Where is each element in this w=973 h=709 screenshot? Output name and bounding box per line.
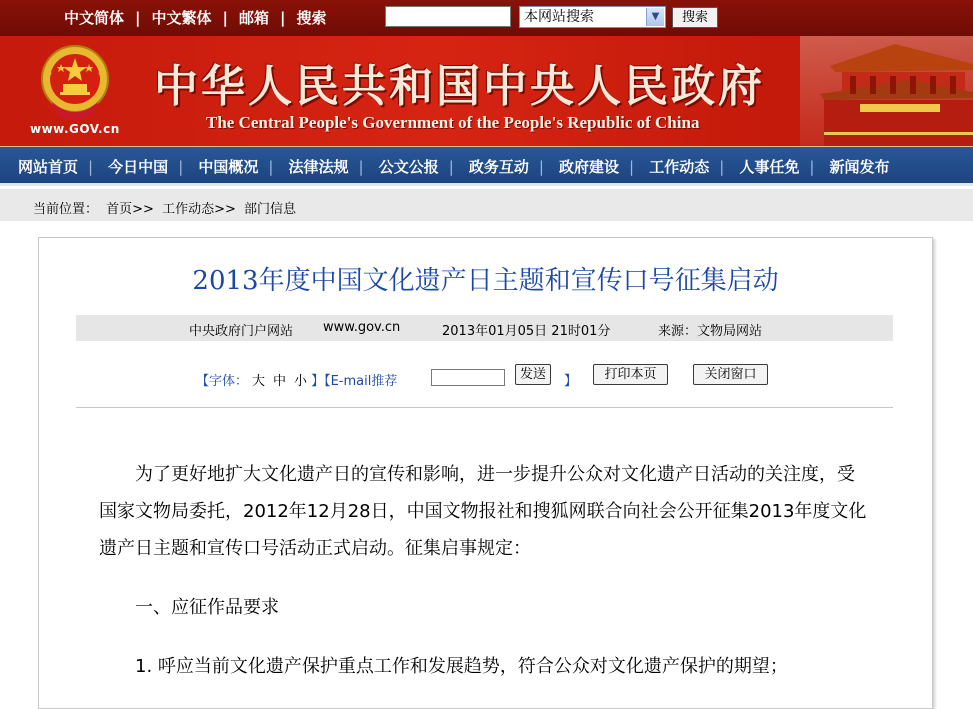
breadcrumb-bar	[0, 189, 973, 221]
meta-portal: 中央政府门户网站	[189, 324, 294, 339]
divider	[76, 407, 893, 408]
font-size-control	[196, 370, 397, 389]
separator: |	[88, 158, 94, 176]
meta-source: 来源：文物局网站	[658, 324, 763, 339]
separator: |	[135, 9, 141, 27]
breadcrumb-label: 当前位置：	[33, 202, 99, 217]
nav-item-label: 政务互动	[468, 158, 529, 176]
article-tools	[39, 364, 932, 390]
nav-item-label: 政府建设	[559, 158, 620, 176]
separator: |	[719, 158, 725, 176]
nav-item-gazette[interactable]	[369, 156, 454, 177]
nav-item-laws[interactable]	[279, 156, 364, 177]
article-title: 2013年度中国文化遗产日主题和宣传口号征集启动	[192, 266, 779, 296]
search-label: 搜索	[296, 9, 327, 27]
font-medium-link[interactable]: 中	[273, 374, 287, 389]
close-window-button[interactable]: 关闭窗口	[693, 364, 768, 385]
nav-item-label: 工作动态	[649, 158, 710, 176]
site-url: www.GOV.cn	[30, 122, 120, 136]
font-size-close: 】	[311, 374, 325, 389]
chevron-down-icon[interactable]: ▼	[646, 8, 664, 26]
tiananmen-gate-icon	[800, 36, 973, 146]
email-field[interactable]	[431, 369, 505, 386]
separator: |	[629, 158, 635, 176]
paragraph: 一、应征作品要求	[135, 597, 279, 618]
email-recommend-close: 】	[564, 374, 578, 389]
breadcrumb-item-home[interactable]: 首页>>	[106, 202, 154, 217]
separator: |	[809, 158, 815, 176]
search-scope-select[interactable]	[519, 6, 666, 28]
link-mailbox[interactable]: 邮箱	[239, 9, 270, 27]
separator: |	[280, 9, 286, 27]
nav-item-press[interactable]	[820, 156, 900, 177]
search-scope-value: 本网站搜索	[524, 9, 594, 25]
nav-item-label: 公文公报	[378, 158, 439, 176]
link-traditional-chinese[interactable]: 中文繁体	[151, 9, 212, 27]
breadcrumb-item-work-news[interactable]: 工作动态>>	[162, 202, 236, 217]
separator: |	[222, 9, 228, 27]
banner-title: 中华人民共和国中央人民政府	[154, 61, 765, 112]
national-emblem-icon[interactable]	[38, 42, 112, 122]
email-recommend-label: 【E-mail推荐	[324, 374, 398, 389]
nav-item-label: 网站首页	[18, 158, 79, 176]
paragraph: 为了更好地扩大文化遗产日的宣传和影响，进一步提升公众对文化遗产日活动的关注度，受国家文物局委托，2012年12月28日，中国文物报社和搜狐网联合向社会公开征集2013年度文化遗产日主题和宣传口号活动正式启动。征集启事规定：	[99, 464, 867, 559]
paragraph: 1. 呼应当前文化遗产保护重点工作和发展趋势，符合公众对文化遗产保护的期望；	[135, 656, 788, 677]
print-button[interactable]: 打印本页	[593, 364, 668, 385]
search-button[interactable]: 搜索	[672, 7, 718, 28]
font-small-link[interactable]: 小	[294, 374, 308, 389]
article-meta-bar	[76, 315, 893, 341]
separator: |	[358, 158, 364, 176]
send-button[interactable]: 发送	[515, 364, 551, 385]
font-size-label: 【字体：	[196, 374, 249, 389]
breadcrumb	[33, 198, 300, 217]
separator: |	[178, 158, 184, 176]
main-navigation	[0, 146, 973, 186]
nav-item-personnel[interactable]	[729, 156, 814, 177]
separator: |	[538, 158, 544, 176]
nav-item-label: 今日中国	[108, 158, 169, 176]
nav-item-china-overview[interactable]	[188, 156, 273, 177]
meta-domain: www.gov.cn	[323, 320, 401, 335]
nav-item-interaction[interactable]	[459, 156, 544, 177]
banner-subtitle: The Central People's Government of the People's Republic of China	[206, 113, 700, 132]
article-panel	[38, 237, 933, 709]
nav-item-gov-building[interactable]	[549, 156, 634, 177]
nav-item-label: 新闻发布	[829, 158, 890, 176]
nav-item-work-news[interactable]	[639, 156, 724, 177]
top-links	[64, 7, 327, 28]
search-input[interactable]	[385, 6, 511, 27]
nav-item-label: 人事任免	[739, 158, 800, 176]
separator: |	[268, 158, 274, 176]
font-large-link[interactable]: 大	[252, 374, 266, 389]
breadcrumb-item-dept-info[interactable]: 部门信息	[244, 202, 297, 217]
nav-item-label: 法律法规	[288, 158, 349, 176]
nav-item-home[interactable]	[8, 156, 93, 177]
meta-datetime: 2013年01月05日 21时01分	[442, 324, 611, 339]
article-body	[99, 456, 869, 707]
nav-item-label: 中国概况	[198, 158, 259, 176]
nav-item-today-china[interactable]	[98, 156, 183, 177]
link-simplified-chinese[interactable]: 中文简体	[64, 9, 125, 27]
site-banner	[0, 36, 973, 146]
top-utility-bar	[0, 0, 973, 36]
separator: |	[448, 158, 454, 176]
